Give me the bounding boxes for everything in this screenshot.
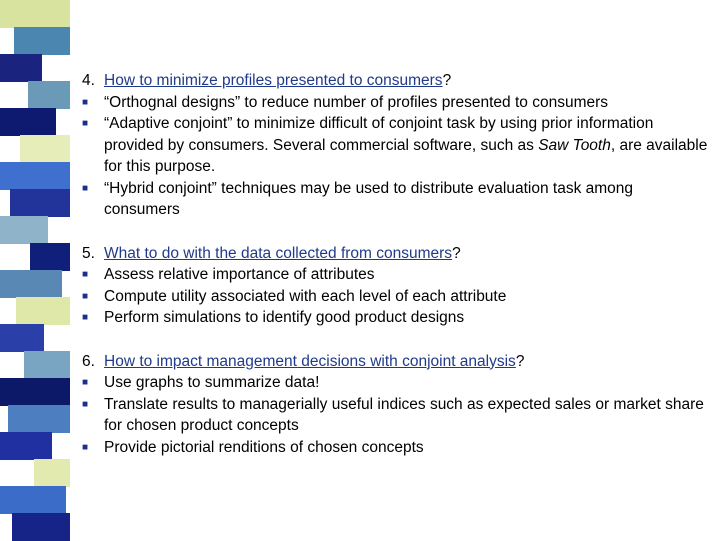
section-heading-link[interactable]: What to do with the data collected from consumers [104,244,453,262]
list-item [82,286,710,308]
stripe-block [14,27,70,55]
heading-suffix: ? [442,72,452,89]
stripe-block [30,243,70,271]
stripe-block [20,135,70,163]
section-number: 4. [82,72,95,89]
text-part: , are available for this purpose. [104,136,708,175]
section-heading [82,351,710,373]
stripe-block [28,81,70,109]
stripe-block [0,486,66,514]
list-item-text: Translate results to managerially useful indices such as expected sales or market share for chosen product concepts [104,395,704,434]
bullet-icon [82,372,104,394]
stripe-block [0,162,70,190]
section-number: 6. [82,352,95,370]
list-item-text [104,113,710,178]
bullet-icon [82,264,104,286]
list-item-text: Provide pictorial renditions of chosen concepts [104,438,424,456]
stripe-block [0,0,70,28]
stripe-block [0,324,44,352]
stripe-block [0,108,56,136]
list-item-text: “Hybrid conjoint” techniques may be used to distribute evaluation task among consumers [104,179,634,218]
section-4 [82,70,710,221]
stripe-block [12,513,70,541]
bullet-icon [82,394,104,437]
list-item-text: Assess relative importance of attributes [104,266,375,283]
list-item-text: Use graphs to summarize data! [104,374,320,391]
list-item [82,113,710,178]
list-item-text: “Orthognal designs” to reduce number of profiles presented to consumers [104,93,609,111]
bullet-icon [82,113,104,178]
stripe-block [0,432,52,460]
list-item [82,178,710,221]
stripe-block [0,378,70,406]
stripe-block [16,297,70,325]
list-item-text: Perform simulations to identify good product designs [104,309,465,326]
section-5 [82,243,710,329]
bullet-icon [82,437,104,459]
heading-suffix: ? [452,244,461,262]
list-item [82,394,710,437]
decorative-stripe [0,0,70,540]
stripe-block [10,189,70,217]
list-item [82,92,710,114]
section-heading-link[interactable]: How to impact management decisions with conjoint analysis [104,352,516,370]
stripe-block [0,216,48,244]
stripe-block [24,351,70,379]
bullet-icon [82,286,104,308]
slide-content [82,70,710,480]
stripe-block [0,54,42,82]
italic-product-name: Saw Tooth [538,136,611,154]
bullet-icon [82,178,104,221]
list-item-text: Compute utility associated with each level of each attribute [104,287,507,305]
stripe-block [34,459,70,487]
text-part: “Adaptive conjoint” to minimize difficult of conjoint task by using prior information provided by consumers. Several commercial software, such as [104,115,654,154]
bullet-icon [82,307,104,329]
section-heading-link[interactable]: How to minimize profiles presented to consumers [104,72,443,89]
section-heading [82,243,710,265]
section-heading [82,70,710,92]
list-item [82,372,710,394]
heading-suffix: ? [515,352,525,370]
list-item [82,437,710,459]
list-item [82,307,710,329]
stripe-block [0,270,62,298]
section-6 [82,351,710,459]
list-item [82,264,710,286]
stripe-block [8,405,70,433]
bullet-icon [82,92,104,114]
section-number: 5. [82,244,95,262]
